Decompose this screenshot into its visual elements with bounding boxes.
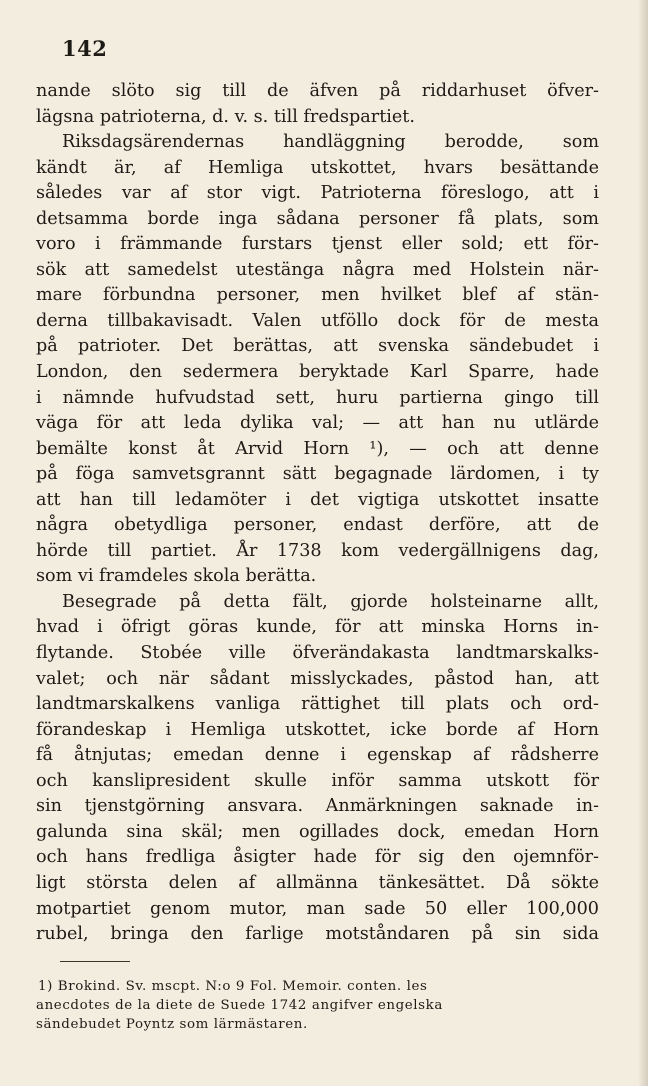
- text-line: flytande. Stobée ville öfverändakasta landtmarskalks-: [36, 643, 599, 664]
- text-line: rubel, bringa den farlige motståndaren på sin sida: [36, 924, 599, 945]
- text-line: och kanslipresident skulle inför samma utskott för: [36, 770, 599, 791]
- page-number: 142: [62, 36, 108, 61]
- text-line: voro i främmande furstars tjenst eller sold; ett för-: [36, 234, 599, 255]
- text-line: sök att samedelst utestänga några med Holstein när-: [36, 259, 599, 280]
- text-line: väga för att leda dylika val; — att han nu utlärde: [36, 413, 599, 434]
- text-line: London, den sedermera beryktade Karl Sparre, hade: [36, 362, 599, 383]
- text-line: derna tillbakavisadt. Valen utföllo dock för de mesta: [36, 310, 599, 331]
- text-line: på patrioter. Det berättas, att svenska sändebudet i: [36, 336, 599, 357]
- text-line: och hans fredliga åsigter hade för sig den ojemnför-: [36, 847, 599, 868]
- footnote-divider: [60, 961, 130, 962]
- text-line: på föga samvetsgrannt sätt begagnade lärdomen, i ty: [36, 464, 599, 485]
- text-line: hvad i öfrigt göras kunde, för att minska Horns in-: [36, 617, 599, 638]
- text-line: således var af stor vigt. Patrioterna föreslogo, att i: [36, 183, 599, 204]
- text-line: i nämnde hufvudstad sett, huru partierna gingo till: [36, 387, 599, 408]
- text-line: kändt är, af Hemliga utskottet, hvars besättande: [36, 157, 599, 178]
- text-line: valet; och när sådant misslyckades, påstod han, att: [36, 668, 599, 689]
- text-line: galunda sina skäl; men ogillades dock, emedan Horn: [36, 821, 599, 842]
- text-line: landtmarskalkens vanliga rättighet till plats och ord-: [36, 694, 599, 715]
- text-line: hörde till partiet. År 1738 kom vedergällnigens dag,: [36, 540, 599, 561]
- footnote-line: 1) Brokind. Sv. mscpt. N:o 9 Fol. Memoir. conten. les: [38, 979, 428, 994]
- text-line: motpartiet genom mutor, man sade 50 eller 100,000: [36, 898, 599, 919]
- footnotes: [36, 977, 599, 1034]
- text-line: några obetydliga personer, endast derföre, att de: [36, 515, 599, 536]
- text-line: sin tjenstgörning ansvara. Anmärkningen saknade in-: [36, 796, 599, 817]
- text-line: Besegrade på detta fält, gjorde holsteinarne allt,: [62, 591, 599, 612]
- page-edge-shadow: [638, 0, 648, 1086]
- text-line: lägsna patrioterna, d. v. s. till fredspartiet.: [36, 106, 415, 127]
- text-line: ligt största delen af allmänna tänkesättet. Då sökte: [36, 872, 599, 893]
- footnote-line: anecdotes de la diete de Suede 1742 angifver engelska: [36, 998, 443, 1013]
- text-line: detsamma borde inga sådana personer få plats, som: [36, 208, 599, 229]
- body-text: [36, 79, 599, 948]
- text-line: Riksdagsärendernas handläggning berodde, som: [62, 132, 599, 153]
- text-line: att han till ledamöter i det vigtiga utskottet insatte: [36, 489, 599, 510]
- footnote-line: sändebudet Poyntz som lärmästaren.: [36, 1017, 308, 1032]
- text-line: mare förbundna personer, men hvilket blef af stän-: [36, 285, 599, 306]
- text-line: som vi framdeles skola berätta.: [36, 566, 317, 587]
- text-line: förandeskap i Hemliga utskottet, icke borde af Horn: [36, 719, 599, 740]
- text-line: nande slöto sig till de äfven på riddarhuset öfver-: [36, 81, 599, 101]
- text-line: få åtnjutas; emedan denne i egenskap af rådsherre: [36, 745, 599, 766]
- text-line: bemälte konst åt Arvid Horn ¹), — och att denne: [36, 438, 599, 459]
